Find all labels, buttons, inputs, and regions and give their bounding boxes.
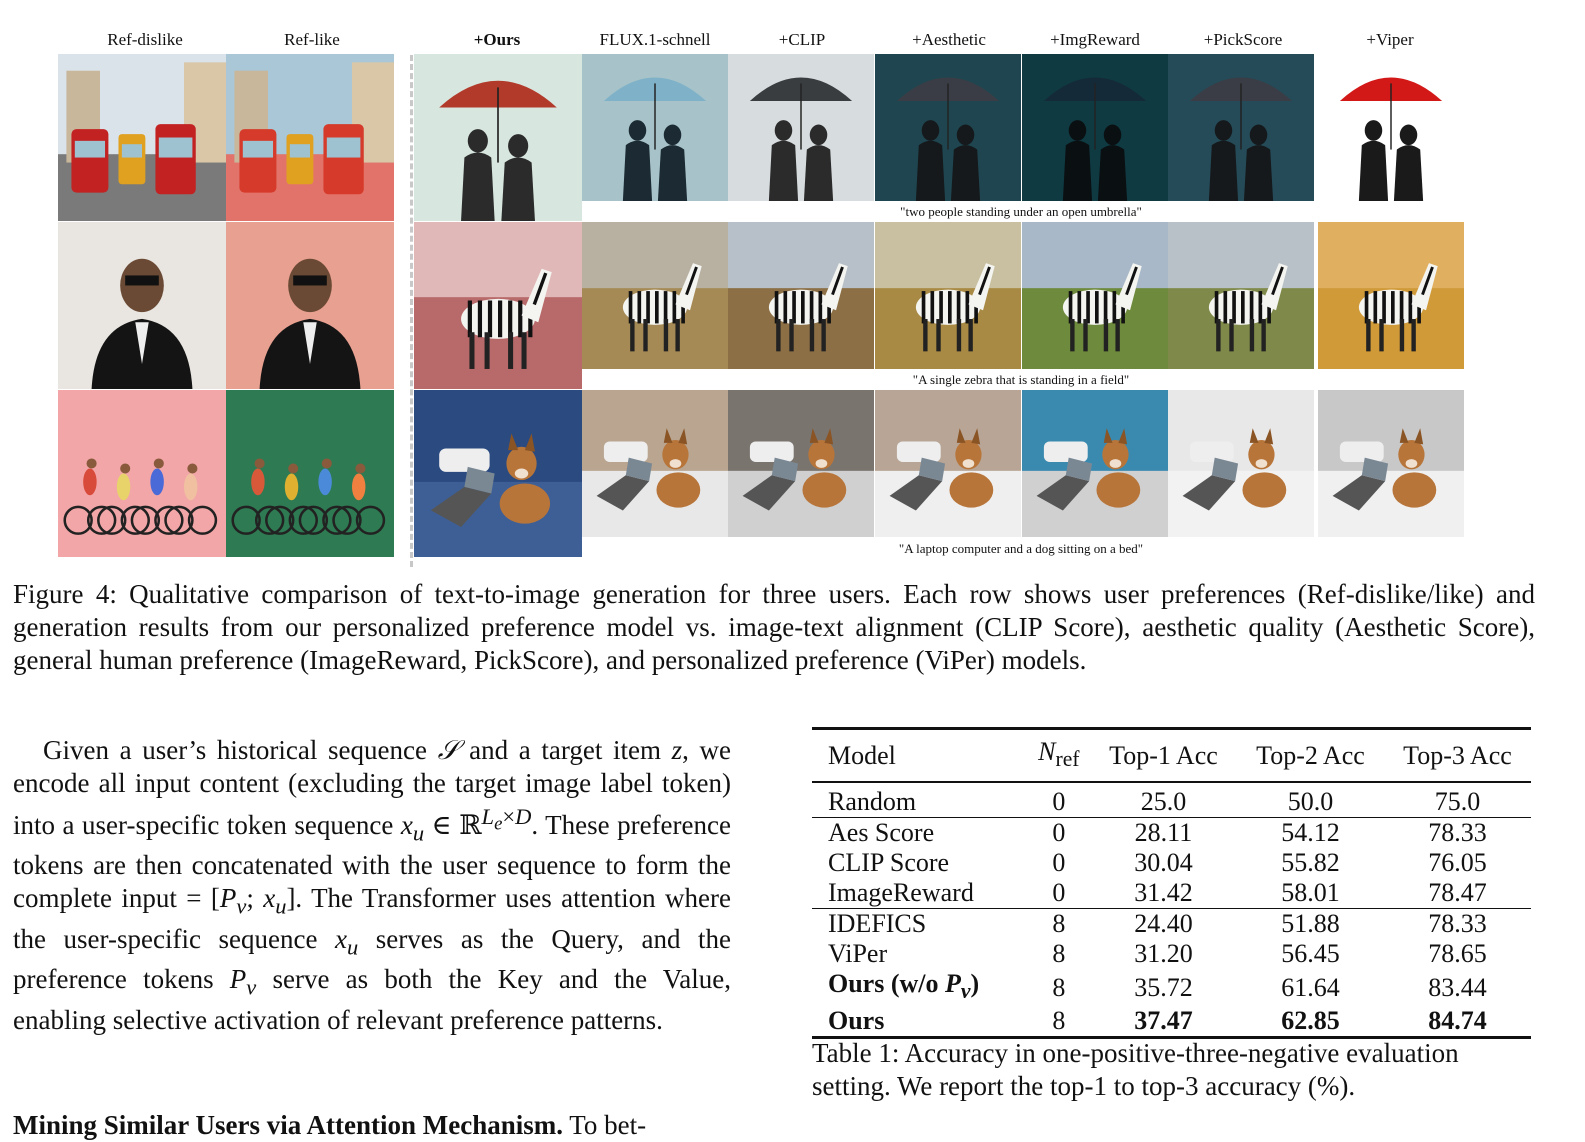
table-group-scores (812, 818, 1531, 909)
table-cell: 51.88 (1237, 909, 1384, 940)
column-label-5: +Aesthetic (912, 30, 986, 49)
table-row (812, 782, 1531, 818)
table-cell: 61.64 (1281, 972, 1340, 1002)
baseline-dog-0 (582, 390, 728, 537)
table-cell: 0 (1052, 787, 1066, 817)
prompt-row-2: "A single zebra that is standing in a field" (912, 372, 1130, 387)
ref-dislike-tram (58, 54, 226, 221)
table-cell: 76.05 (1428, 848, 1487, 878)
section-heading-tail: To bet- (563, 1110, 647, 1140)
table-cell: 30.04 (1134, 848, 1193, 878)
table-cell: 78.33 (1384, 818, 1531, 849)
table-header-3: Top-2 Acc (1256, 740, 1365, 770)
table-row (812, 878, 1531, 909)
baseline-dog-1 (728, 390, 874, 537)
table-cell: IDEFICS (812, 909, 1028, 940)
baseline-dog-5 (1318, 390, 1464, 537)
baseline-zebra-1 (728, 222, 874, 369)
baseline-umbrella-0 (582, 54, 728, 201)
table-cell: CLIP Score (828, 848, 950, 878)
column-label-7: +PickScore (1203, 30, 1283, 49)
table-row (812, 939, 1531, 969)
table-header-row (812, 729, 1531, 783)
prompt-row-3: "A laptop computer and a dog sitting on a bed" (898, 541, 1144, 556)
baseline-dog-3 (1022, 390, 1168, 537)
ref-dislike-portrait (58, 222, 226, 389)
table-cell: 83.44 (1428, 972, 1487, 1002)
table-cell: 37.47 (1134, 1006, 1193, 1036)
section-heading (13, 1109, 731, 1142)
baseline-umbrella-2 (875, 54, 1021, 201)
ours-umbrella (414, 54, 582, 221)
table-row (812, 1006, 1531, 1038)
baseline-umbrella-4 (1168, 54, 1314, 201)
ref-like-portrait (226, 222, 394, 389)
column-label-8: +Viper (1366, 30, 1414, 49)
table-cell: 50.0 (1287, 787, 1334, 817)
table-cell: 8 (1028, 909, 1090, 940)
table-header-1: $N_{ref}$ (1038, 737, 1080, 772)
table-row (812, 818, 1531, 849)
table-cell: 78.47 (1428, 878, 1487, 908)
column-label-4: +CLIP (778, 30, 826, 49)
table-row (812, 909, 1531, 940)
table-cell: 8 (1052, 939, 1066, 969)
baseline-umbrella-5 (1318, 54, 1464, 201)
attention-paragraph: Given a user’s historical sequence 𝒮 and a target item z, we encode all input content (excluding the target image label token) into a user-specific token sequence $x_u$ ∈ ℝ$^{L_e\times D}$. These preference tokens are then concatenated with the user sequence to form the complete input = [$P_v$; $x_u$]. The Transformer uses attention where the user-specific sequence $x_u$ serves as the Query, and the preference tokens $P_v$ serve as both the Key and the Value, enabling selective activation of relevant preference patterns. (13, 735, 731, 1035)
table-caption: Table 1: Accuracy in one-positive-three-negative evaluation setting. We report the top-1 to top-3 accuracy (%). (812, 1038, 1459, 1101)
column-label-6: +ImgReward (1050, 30, 1140, 49)
table-cell: ImageReward (828, 878, 974, 908)
prompt-row-1: "two people standing under an open umbrella" (900, 204, 1142, 219)
column-label-3: FLUX.1-schnell (599, 30, 711, 49)
table-cell: 25.0 (1140, 787, 1187, 817)
table-cell: 78.65 (1428, 939, 1487, 969)
table-cell: 78.33 (1384, 909, 1531, 940)
table-cell: ViPer (828, 939, 888, 969)
baseline-umbrella-1 (728, 54, 874, 201)
ours-zebra (414, 222, 582, 389)
baseline-dog-4 (1168, 390, 1314, 537)
table-cell: Ours (828, 1006, 885, 1036)
table-cell: 0 (1052, 848, 1066, 878)
baseline-zebra-5 (1318, 222, 1464, 369)
table-cell: Aes Score (812, 818, 1028, 849)
table-cell: 0 (1052, 878, 1066, 908)
table-cell: 75.0 (1434, 787, 1481, 817)
ours-dog (414, 390, 582, 557)
column-label-1: Ref-like (284, 30, 340, 49)
table-cell: 58.01 (1281, 878, 1340, 908)
table-cell: 56.45 (1281, 939, 1340, 969)
section-heading-title: Mining Similar Users via Attention Mechanism. (13, 1110, 563, 1140)
table-header-0: Model (828, 740, 896, 770)
column-label-2: +Ours (473, 30, 521, 49)
figure-caption: Figure 4: Qualitative comparison of text-to-image generation for three users. Each row shows user preferences (Ref-dislike/like) and generation results from our personalized preference model vs. image-text alignment (CLIP Score), aesthetic quality (Aesthetic Score), general human preference (ImageReward, PickScore), and personalized preference (ViPer) models. (13, 579, 1535, 675)
table-cell: 54.12 (1237, 818, 1384, 849)
ref-dislike-cyclists (58, 390, 226, 557)
baseline-zebra-2 (875, 222, 1021, 369)
table-cell: Random (828, 787, 917, 817)
baseline-umbrella-3 (1022, 54, 1168, 201)
table-cell: 55.82 (1281, 848, 1340, 878)
ref-like-tram (226, 54, 394, 221)
table-row (812, 969, 1531, 1006)
table-cell: 24.40 (1090, 909, 1237, 940)
column-label-0: Ref-dislike (107, 30, 183, 49)
figure-dashed-divider (410, 55, 413, 567)
table-cell: 0 (1028, 818, 1090, 849)
table-cell: 35.72 (1134, 972, 1193, 1002)
table-cell: 31.42 (1134, 878, 1193, 908)
table-cell: 84.74 (1428, 1006, 1487, 1036)
table-header-2: Top-1 Acc (1109, 740, 1218, 770)
table-cell: 8 (1052, 1006, 1066, 1036)
body-paragraph (13, 734, 731, 1037)
table-cell: 28.11 (1090, 818, 1237, 849)
results-table (812, 727, 1531, 1039)
table-header-4: Top-3 Acc (1403, 740, 1512, 770)
table-group-personalized (812, 909, 1531, 1038)
table-cell: 62.85 (1281, 1006, 1340, 1036)
baseline-zebra-0 (582, 222, 728, 369)
baseline-dog-2 (875, 390, 1021, 537)
table-cell: Ours (w/o $P_v$) (828, 969, 980, 1004)
table-group-baseline (812, 782, 1531, 818)
table-row (812, 848, 1531, 878)
baseline-zebra-3 (1022, 222, 1168, 369)
ref-like-cyclists (226, 390, 394, 557)
table-cell: 8 (1052, 972, 1066, 1002)
table-cell: 31.20 (1134, 939, 1193, 969)
baseline-zebra-4 (1168, 222, 1314, 369)
